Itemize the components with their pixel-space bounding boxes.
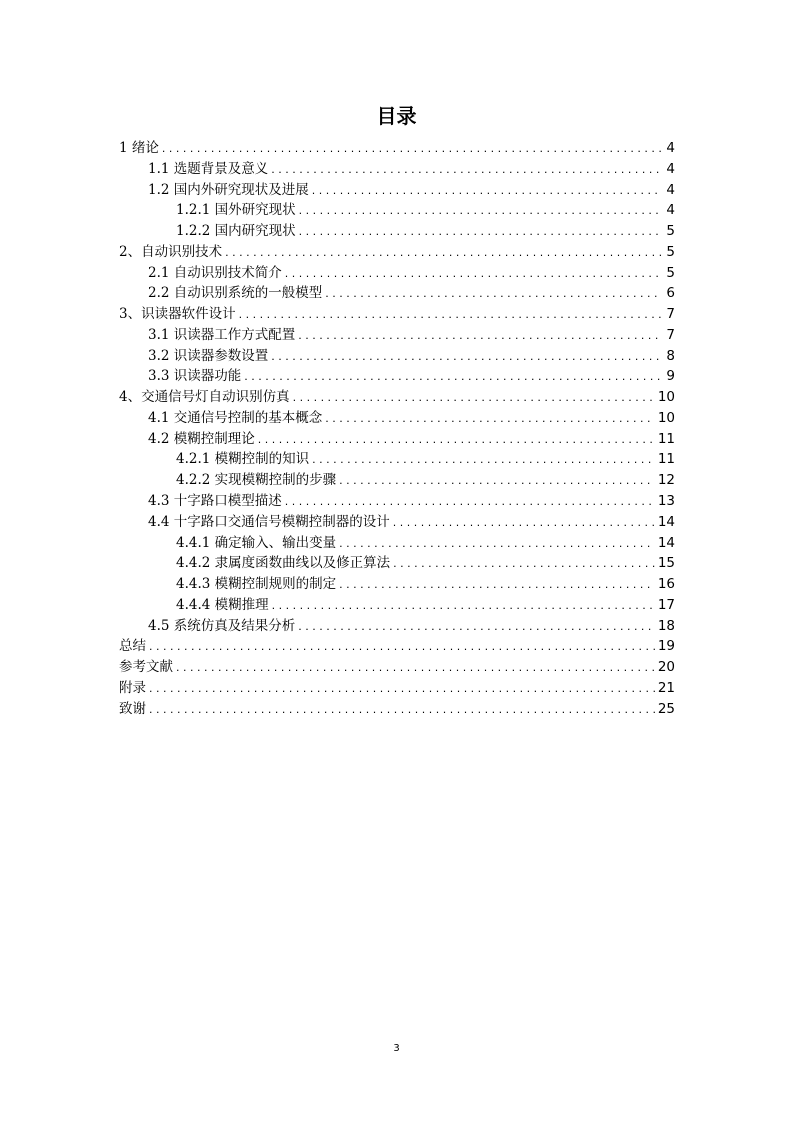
toc-leader-dots <box>299 201 662 221</box>
toc-entry-page: 15 <box>657 555 675 572</box>
toc-entry[interactable] <box>119 699 675 720</box>
toc-leader-dots <box>176 658 655 678</box>
toc-entry-page: 11 <box>657 451 675 468</box>
toc-entry-page: 16 <box>657 576 675 593</box>
toc-entry-page: 14 <box>657 513 675 530</box>
toc-entry-text: 2、自动识别技术 <box>119 243 223 260</box>
toc-entry-text: 总结 <box>119 638 146 655</box>
toc-leader-dots <box>339 534 655 554</box>
toc-entry-page: 5 <box>666 223 675 240</box>
toc-entry[interactable] <box>119 159 675 180</box>
toc-entry-page: 11 <box>657 430 675 447</box>
toc-entry[interactable] <box>119 387 675 408</box>
toc-entry-text: 1.1 选题背景及意义 <box>148 160 269 177</box>
toc-entry[interactable] <box>119 283 675 304</box>
toc-entry[interactable] <box>119 636 675 657</box>
toc-entry[interactable] <box>119 595 675 616</box>
toc-entry-text: 4、交通信号灯自动识别仿真 <box>119 389 290 406</box>
toc-entry-text: 1.2.2 国内研究现状 <box>176 223 296 240</box>
toc-leader-dots <box>285 264 662 284</box>
toc-entry[interactable] <box>119 574 675 595</box>
toc-entry-page: 13 <box>657 493 675 510</box>
toc-entry-text: 附录 <box>119 679 146 696</box>
toc-entry-page: 5 <box>666 243 675 260</box>
toc-entry-page: 7 <box>666 326 675 343</box>
toc-entry-text: 4.3 十字路口模型描述 <box>148 493 282 510</box>
toc-entry-page: 8 <box>666 347 675 364</box>
toc-entry-page: 6 <box>666 285 675 302</box>
toc-entry-text: 1.2 国内外研究现状及进展 <box>148 181 309 198</box>
toc-entry[interactable] <box>119 242 675 263</box>
toc-leader-dots <box>298 617 655 637</box>
toc-entry-text: 1 绪论 <box>119 140 159 156</box>
toc-entry[interactable] <box>119 138 675 159</box>
toc-entry[interactable] <box>119 491 675 512</box>
toc-entry[interactable] <box>119 678 675 699</box>
toc-entry-text: 2.1 自动识别技术简介 <box>148 264 282 281</box>
toc-entry-text: 4.4.4 模糊推理 <box>176 596 269 613</box>
toc-entry-page: 12 <box>657 472 675 489</box>
toc-leader-dots <box>339 471 655 491</box>
toc-leader-dots <box>149 637 655 657</box>
toc-entry-text: 4.4.2 隶属度函数曲线以及修正算法 <box>176 555 391 572</box>
toc-entry-text: 3.2 识读器参数设置 <box>148 347 269 364</box>
toc-entry-text: 4.4.3 模糊控制规则的制定 <box>176 576 337 593</box>
toc-leader-dots <box>271 347 662 367</box>
toc-entry-page: 10 <box>657 389 675 406</box>
toc-leader-dots <box>325 284 662 304</box>
toc-leader-dots <box>225 243 662 263</box>
toc-entry[interactable] <box>119 449 675 470</box>
toc-entry-text: 3.1 识读器工作方式配置 <box>148 326 296 343</box>
toc-entry[interactable] <box>119 512 675 533</box>
toc-entry-page: 20 <box>657 659 675 676</box>
toc-leader-dots <box>149 679 655 699</box>
toc-entry[interactable] <box>119 616 675 637</box>
toc-entry-text: 4.4 十字路口交通信号模糊控制器的设计 <box>148 513 390 530</box>
toc-entry-page: 14 <box>657 534 675 551</box>
toc-entry-text: 4.1 交通信号控制的基本概念 <box>148 409 323 426</box>
toc-entry[interactable] <box>119 263 675 284</box>
toc-entry[interactable] <box>119 553 675 574</box>
toc-entry-page: 4 <box>666 140 675 156</box>
toc-entry-page: 10 <box>657 409 675 426</box>
toc-entry-page: 9 <box>666 368 675 385</box>
toc-entry-page: 18 <box>657 617 675 634</box>
toc-entry-text: 3.3 识读器功能 <box>148 368 242 385</box>
toc-leader-dots <box>312 450 655 470</box>
toc-leader-dots <box>293 388 655 408</box>
toc-entry[interactable] <box>119 533 675 554</box>
toc-leader-dots <box>393 513 655 533</box>
toc-entry[interactable] <box>119 470 675 491</box>
toc-entry[interactable] <box>119 304 675 325</box>
toc-entry-text: 2.2 自动识别系统的一般模型 <box>148 285 323 302</box>
toc-leader-dots <box>162 139 662 159</box>
toc-leader-dots <box>312 181 662 201</box>
toc-entry[interactable] <box>119 325 675 346</box>
toc-entry-text: 参考文献 <box>119 659 173 676</box>
toc-entry[interactable] <box>119 366 675 387</box>
toc-leader-dots <box>299 222 662 242</box>
toc-entry-page: 5 <box>666 264 675 281</box>
toc-entry[interactable] <box>119 200 675 221</box>
toc-entry-text: 1.2.1 国外研究现状 <box>176 202 296 219</box>
toc-leader-dots <box>339 575 655 595</box>
toc-leader-dots <box>285 492 655 512</box>
toc-entry-page: 4 <box>666 181 675 198</box>
toc-entry[interactable] <box>119 180 675 201</box>
toc-entry-text: 4.2.2 实现模糊控制的步骤 <box>176 472 337 489</box>
toc-leader-dots <box>393 554 655 574</box>
page-number: 3 <box>393 1043 400 1054</box>
toc-entry-page: 4 <box>666 160 675 177</box>
toc-entry[interactable] <box>119 221 675 242</box>
toc-leader-dots <box>298 326 662 346</box>
toc-entry-text: 4.5 系统仿真及结果分析 <box>148 617 296 634</box>
toc-leader-dots <box>272 596 655 616</box>
toc-title: 目录 <box>376 104 417 128</box>
toc-leader-dots <box>244 367 662 387</box>
toc-leader-dots <box>271 160 662 180</box>
toc-leader-dots <box>149 700 655 720</box>
toc-entry-text: 致谢 <box>119 700 146 717</box>
toc-entry-text: 3、识读器软件设计 <box>119 306 236 323</box>
toc-leader-dots <box>325 409 655 429</box>
table-of-contents <box>119 138 675 719</box>
toc-entry-page: 4 <box>666 202 675 219</box>
toc-entry-page: 7 <box>666 306 675 323</box>
toc-entry[interactable] <box>119 657 675 678</box>
toc-entry-page: 21 <box>657 679 675 696</box>
toc-entry-text: 4.4.1 确定输入、输出变量 <box>176 534 337 551</box>
toc-entry[interactable] <box>119 408 675 429</box>
toc-leader-dots <box>258 430 655 450</box>
toc-entry-page: 17 <box>657 596 675 613</box>
toc-entry-text: 4.2 模糊控制理论 <box>148 430 255 447</box>
toc-leader-dots <box>239 305 662 325</box>
toc-entry-page: 25 <box>657 700 675 717</box>
toc-entry[interactable] <box>119 429 675 450</box>
toc-entry-page: 19 <box>657 638 675 655</box>
toc-entry-text: 4.2.1 模糊控制的知识 <box>176 451 310 468</box>
toc-entry[interactable] <box>119 346 675 367</box>
